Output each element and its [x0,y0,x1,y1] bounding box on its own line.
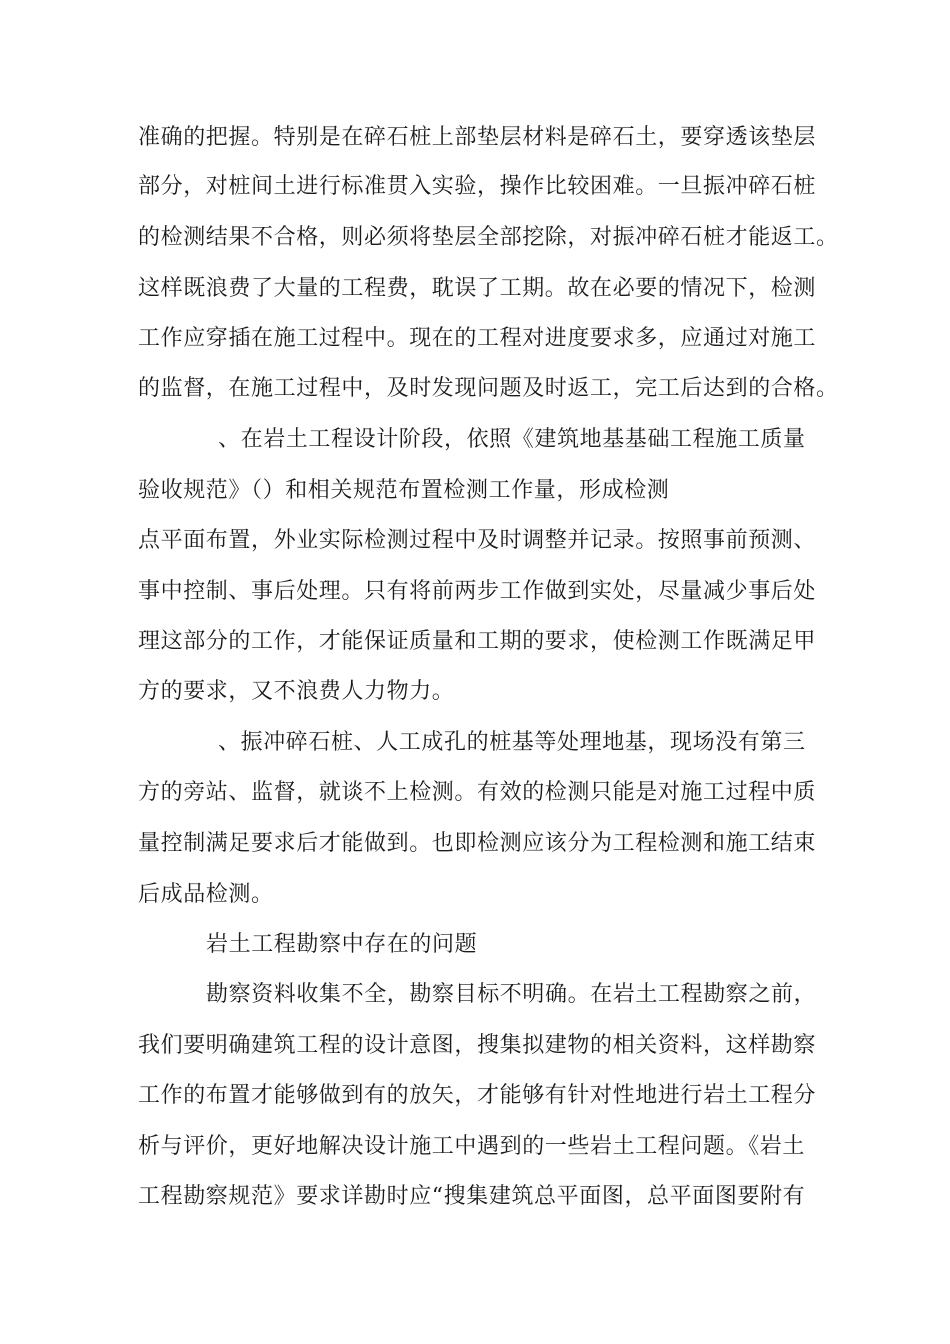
text-line: 理这部分的工作，才能保证质量和工期的要求，使检测工作既满足甲 [138,629,817,654]
text-line: 后成品检测。 [138,882,274,907]
paragraph-start-line: 勘察资料收集不全，勘察目标不明确。在岩土工程勘察之前， [206,982,817,1007]
paragraph-start-line: 、振冲碎石桩、人工成孔的桩基等处理地基，现场没有第三 [218,730,806,755]
text-line: 部分，对桩间土进行标准贯入实验，操作比较困难。一旦振冲碎石桩 [138,174,817,199]
text-line: 准确的把握。特别是在碎石桩上部垫层材料是碎石土，要穿透该垫层 [138,125,817,150]
text-line: 的检测结果不合格，则必须将垫层全部挖除，对振冲碎石桩才能返工。 [138,225,839,250]
text-line: 这样既浪费了大量的工程费，耽误了工期。故在必要的情况下，检测 [138,276,817,301]
text-line: 工程勘察规范》要求详勘时应“搜集建筑总平面图，总平面图要附有 [138,1184,806,1209]
text-line: 工作应穿插在施工过程中。现在的工程对进度要求多，应通过对施工 [138,326,817,351]
text-line: 工作的布置才能够做到有的放矢，才能够有针对性地进行岩土工程分 [138,1083,817,1108]
text-line: 析与评价，更好地解决设计施工中遇到的一些岩土工程问题。《岩土 [138,1134,806,1159]
text-line: 的监督，在施工过程中，及时发现问题及时返工，完工后达到的合格。 [138,376,839,401]
text-line: 验收规范》（）和相关规范布置检测工作量，形成检测 [138,478,670,503]
text-line: 点平面布置，外业实际检测过程中及时调整并记录。按照事前预测、 [138,528,817,553]
section-heading: 岩土工程勘察中存在的问题 [206,932,478,957]
text-line: 方的旁站、监督，就谈不上检测。有效的检测只能是对施工过程中质 [138,780,817,805]
text-line: 事中控制、事后处理。只有将前两步工作做到实处，尽量减少事后处 [138,579,817,604]
text-line: 量控制满足要求后才能做到。也即检测应该分为工程检测和施工结束 [138,831,817,856]
text-line: 方的要求，又不浪费人力物力。 [138,679,455,704]
text-line: 我们要明确建筑工程的设计意图，搜集拟建物的相关资料，这样勘察 [138,1033,817,1058]
paragraph-start-line: 、在岩土工程设计阶段，依照《建筑地基基础工程施工质量 [218,427,806,452]
